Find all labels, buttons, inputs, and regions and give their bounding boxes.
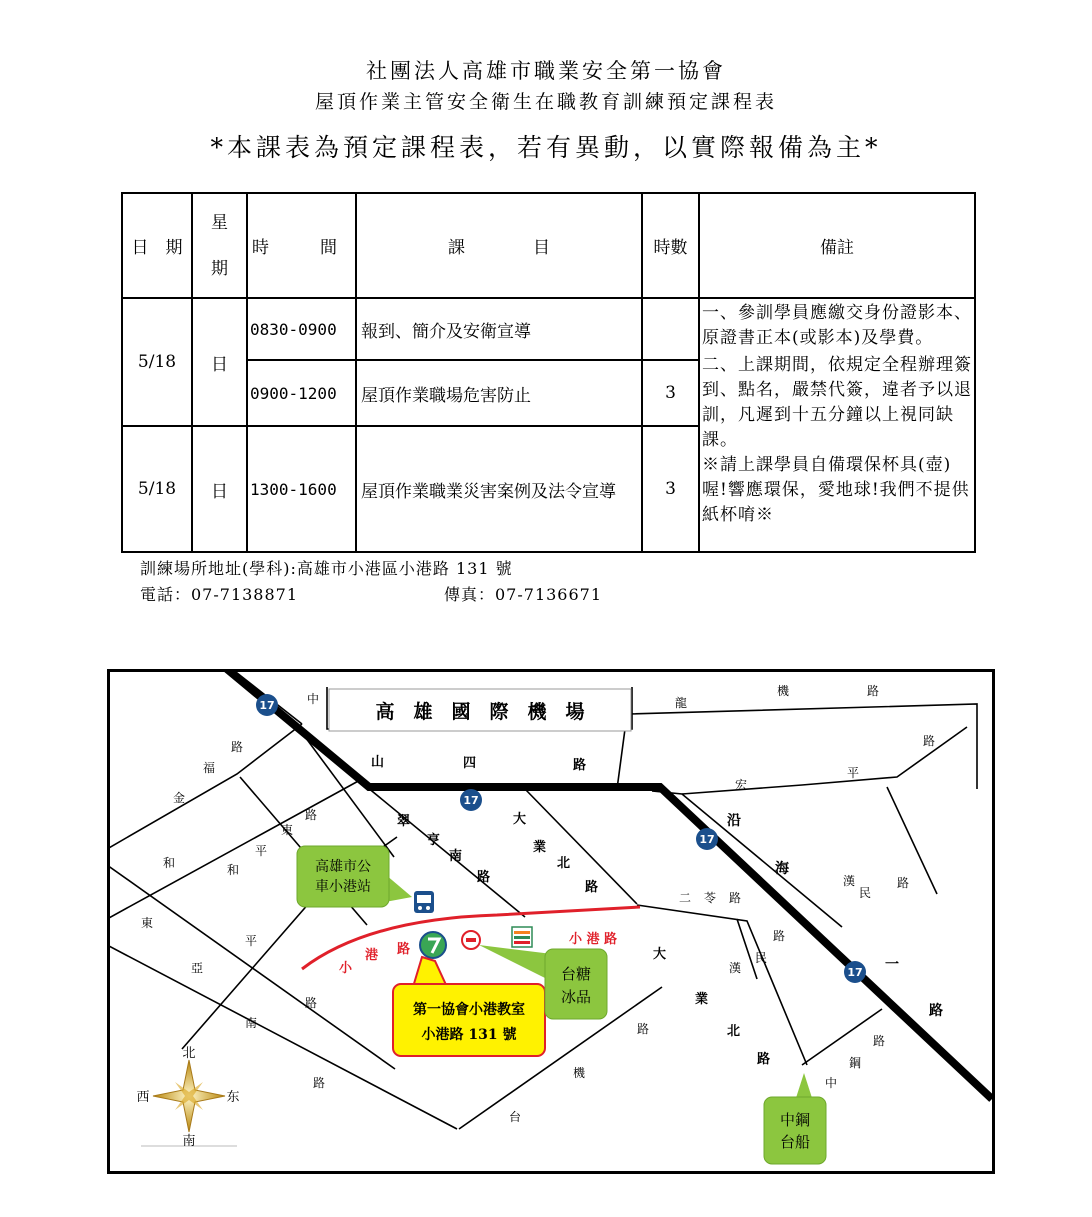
road-char: 中 [307, 692, 320, 706]
org-title: 社團法人高雄市職業安全第一協會 [366, 59, 726, 83]
road-char: 路 [897, 876, 910, 890]
schedule-table [121, 192, 976, 553]
road-char: 路 [573, 758, 587, 773]
bus-station-line1: 高雄市公 [315, 859, 371, 875]
road-char: 東 [281, 823, 294, 837]
road-char: 路 [929, 1003, 943, 1019]
road-char: 平 [245, 934, 258, 948]
table-header-row [122, 193, 975, 298]
course-title: 屋頂作業主管安全衛生在職教育訓練預定課程表 [314, 91, 777, 113]
road-char: 民 [859, 886, 872, 900]
road-char: 漢 [729, 961, 742, 975]
classroom-marker-icon [420, 932, 446, 958]
road-char: 福 [203, 761, 216, 775]
fax-number: 傳真：07-7136671 [444, 585, 603, 604]
taisugar-line2: 冰品 [560, 988, 592, 1006]
route-17-text: 17 [847, 966, 863, 979]
road-char: 業 [695, 992, 709, 1007]
road-char: 和 [163, 856, 176, 870]
route-17-badge [696, 828, 718, 850]
road-char: 亞 [191, 961, 204, 975]
row-date: 5/18 [122, 298, 192, 426]
road-char: 路 [873, 1034, 886, 1048]
compass-north: 北 [182, 1046, 196, 1061]
phone-number: 電話：07-7138871 [140, 585, 299, 604]
road-char: 路 [313, 1076, 326, 1090]
road-char: 二 [679, 891, 692, 905]
road-char: 路 [729, 891, 742, 905]
remark-1: 一、參訓學員應繳交身份證影本、原證書正本(或影本)及學費。 [702, 303, 972, 348]
road-char: 北 [557, 856, 571, 871]
row-subject: 屋頂作業職業災害案例及法令宣導 [356, 426, 642, 552]
route-17-text: 17 [259, 699, 275, 712]
road-char: 路 [637, 1022, 650, 1036]
road-char: 北 [727, 1024, 741, 1039]
road-char: 一 [885, 957, 899, 973]
road-char: 港 [365, 948, 379, 963]
row-hours [642, 298, 699, 360]
road-char: 沿 [727, 813, 741, 829]
road-char: 台 [509, 1110, 522, 1124]
header-date: 日 期 [122, 193, 192, 298]
header-remark: 備註 [699, 193, 975, 298]
remarks-cell [699, 298, 975, 552]
row-weekday: 日 [192, 426, 247, 552]
road-char: 大 [513, 812, 527, 827]
remark-2: 二、上課期間，依規定全程辦理簽到、點名，嚴禁代簽，違者予以退訓，凡遲到十五分鐘以上視同缺課。 [702, 355, 972, 450]
bus-station-line2: 車小港站 [315, 879, 371, 895]
taisugar-line1: 台糖 [560, 965, 592, 983]
xiaogang-road-right-label: 小 港 路 [569, 932, 618, 947]
compass-west: 西 [136, 1090, 150, 1105]
row-time: 0830-0900 [247, 298, 356, 360]
row-hours: 3 [642, 426, 699, 552]
row-time: 0900-1200 [247, 360, 356, 426]
road-char: 中 [825, 1076, 838, 1090]
route-17-badge [460, 789, 482, 811]
classroom-line2: 小港路 131 號 [421, 1027, 517, 1043]
road-char: 小 [339, 961, 353, 976]
road-char: 機 [777, 684, 790, 698]
road-char: 路 [923, 734, 936, 748]
row-time: 1300-1600 [247, 426, 356, 552]
csc-line2: 台船 [779, 1133, 811, 1151]
road-char: 和 [227, 863, 240, 877]
road-char: 機 [573, 1066, 586, 1080]
road-char: 業 [533, 840, 547, 855]
header-time: 時 間 [247, 193, 356, 298]
route-17-text: 17 [463, 794, 479, 807]
table-row [122, 298, 975, 360]
road-char: 東 [141, 916, 154, 930]
row-date: 5/18 [122, 426, 192, 552]
road-char: 四 [463, 756, 477, 771]
compass-east: 东 [226, 1090, 240, 1105]
row-weekday: 日 [192, 298, 247, 426]
header-weekday [192, 193, 247, 298]
schedule-notice: *本課表為預定課程表，若有異動，以實際報備為主* [210, 133, 882, 162]
road-char: 龍 [675, 696, 688, 710]
road-char: 翠 [397, 814, 411, 829]
road-char: 路 [397, 942, 411, 957]
road-char: 平 [847, 766, 860, 780]
road-char: 金 [173, 791, 186, 805]
remark-3: ※請上課學員自備環保杯具(壺)喔!響應環保，愛地球!我們不提供紙杯唷※ [702, 455, 970, 525]
location-map [107, 669, 995, 1175]
road-char: 路 [867, 684, 880, 698]
header-hours: 時數 [642, 193, 699, 298]
road-char: 鋼 [849, 1056, 862, 1070]
csc-line1: 中鋼 [779, 1111, 811, 1129]
road-char: 路 [231, 740, 244, 754]
row-subject: 屋頂作業職場危害防止 [356, 360, 642, 426]
training-address: 訓練場所地址(學科):高雄市小港區小港路 131 號 [140, 559, 513, 578]
road-char: 路 [305, 996, 318, 1010]
header-subject: 課 目 [356, 193, 642, 298]
road-char: 苓 [704, 891, 717, 905]
header-weekday-1: 星 [211, 212, 228, 233]
road-char: 平 [255, 844, 268, 858]
header-weekday-2: 期 [211, 258, 228, 279]
taisugar-logo-icon [462, 931, 480, 949]
road-char: 路 [757, 1052, 771, 1067]
road-char: 亨 [427, 833, 441, 848]
road-char: 民 [755, 951, 768, 965]
convenience-store-icon [512, 927, 532, 947]
row-hours: 3 [642, 360, 699, 426]
row-subject: 報到、簡介及安衛宣導 [356, 298, 642, 360]
bus-stop-icon [414, 891, 434, 913]
road-char: 路 [477, 870, 491, 885]
road-char: 路 [305, 808, 318, 822]
road-char: 山 [371, 755, 385, 770]
route-17-badge [844, 961, 866, 983]
road-char: 漢 [843, 874, 856, 888]
classroom-line1: 第一協會小港教室 [413, 1002, 525, 1018]
compass-south: 南 [182, 1134, 196, 1149]
airport-label: 高 雄 國 際 機 場 [375, 701, 585, 723]
road-char: 大 [653, 947, 667, 962]
road-char: 海 [775, 861, 789, 877]
route-17-badge [256, 694, 278, 716]
route-17-text: 17 [699, 833, 715, 846]
road-char: 路 [585, 880, 599, 895]
road-char: 宏 [735, 778, 748, 792]
road-char: 南 [245, 1016, 258, 1030]
road-char: 南 [449, 849, 463, 864]
road-char: 路 [773, 929, 786, 943]
